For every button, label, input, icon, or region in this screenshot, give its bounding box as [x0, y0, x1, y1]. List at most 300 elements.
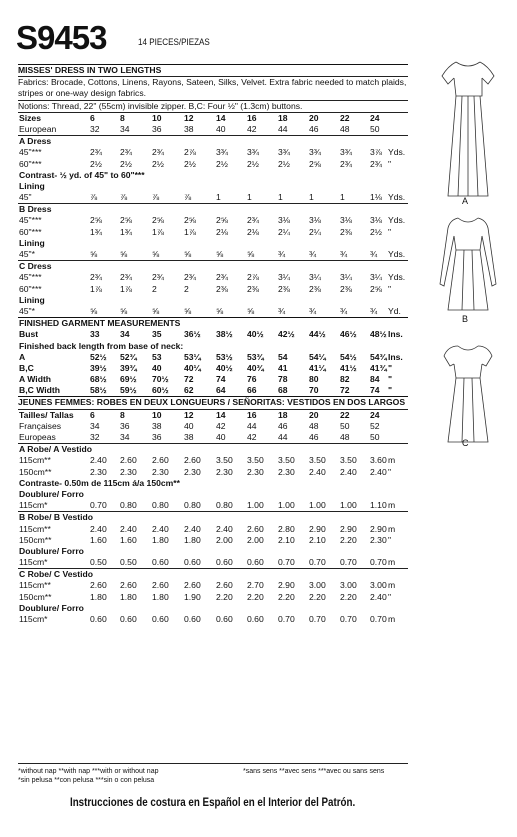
chart-row [18, 272, 408, 283]
size-value: 2¾ [216, 272, 228, 283]
size-value: 0.80 [184, 500, 201, 511]
size-value: 6 [90, 409, 95, 420]
size-value: ⅝ [152, 249, 160, 260]
size-value: ¾ [309, 249, 317, 260]
size-value: 0.60 [152, 614, 169, 625]
size-value: 2⅞ [184, 147, 196, 158]
size-value: 1 [216, 192, 221, 203]
size-value: 53¾ [247, 351, 264, 362]
size-value: 2.60 [152, 455, 169, 466]
row-label: 115cm** [19, 580, 51, 591]
size-value: 46 [278, 420, 288, 431]
size-value: 66 [247, 385, 257, 396]
unit-label: m [388, 455, 396, 466]
size-value: 2¾ [340, 158, 352, 169]
size-value: 0.70 [90, 500, 107, 511]
size-value: ⅝ [90, 305, 98, 316]
nap-legend [18, 763, 408, 787]
size-value: ¾ [278, 305, 286, 316]
size-value: 18 [278, 409, 288, 420]
unit-label: Yds. [388, 192, 406, 203]
size-value: 3¼ [278, 272, 290, 283]
size-value: 2.20 [340, 591, 357, 602]
fabrics-text [18, 77, 408, 100]
size-value: 1.10 [370, 500, 387, 511]
row-label: B,C [19, 362, 34, 373]
size-value: 38 [184, 123, 194, 134]
size-value: 2.40 [184, 523, 201, 534]
size-value: 48 [340, 432, 350, 443]
nap-legend-french: *sans sens **avec sens ***avec ou sans sens [243, 768, 385, 775]
size-value: 2⅛ [247, 226, 259, 237]
size-value: 2.60 [120, 580, 137, 591]
size-value: 2¾ [120, 147, 132, 158]
size-value: 20 [309, 112, 319, 123]
size-value: 2½ [216, 158, 228, 169]
size-value: 2.60 [184, 580, 201, 591]
size-value: 54¾ [370, 351, 387, 362]
spanish-instructions-note: Instrucciones de costura en Español en el Interior del Patrón. [70, 797, 356, 809]
size-value: 2¾ [247, 215, 259, 226]
size-value: 2⅜ [216, 283, 228, 294]
size-value: 2.00 [216, 534, 233, 545]
size-value: 74 [216, 374, 226, 385]
size-value: 36½ [184, 329, 201, 340]
chart-row [18, 317, 408, 329]
size-value: 74 [370, 385, 380, 396]
chart-row [18, 511, 408, 523]
size-value: 52 [370, 420, 380, 431]
chart-row [18, 603, 408, 614]
size-value: 36 [152, 432, 162, 443]
size-value: 2.60 [247, 523, 264, 534]
nap-legend-english: *without nap **with nap ***with or without nap [18, 768, 159, 775]
size-value: 2.20 [309, 591, 326, 602]
unit-label: Yd. [388, 305, 401, 316]
size-value: 42 [247, 432, 257, 443]
size-value: 34 [120, 329, 130, 340]
size-value: 2¾ [152, 272, 164, 283]
row-label: Bust [19, 329, 39, 340]
size-value: 3⅛ [278, 215, 290, 226]
size-value: 53¼ [184, 351, 201, 362]
size-value: 76 [247, 374, 257, 385]
size-value: 40¾ [247, 362, 264, 373]
size-value: 32 [90, 432, 100, 443]
size-value: 1 [340, 192, 345, 203]
size-value: 2.30 [90, 466, 107, 477]
size-value: 68½ [90, 374, 107, 385]
size-value: 54¼ [309, 351, 326, 362]
size-value: 24 [370, 112, 380, 123]
size-value: 8 [120, 112, 125, 123]
size-value: 2⅝ [90, 215, 102, 226]
size-value: 53½ [216, 351, 233, 362]
row-label: 45"* [19, 249, 35, 260]
row-label: B Robe/ B Vestido [19, 512, 94, 523]
unit-label: m [388, 523, 396, 534]
unit-label: " [388, 591, 392, 602]
size-value: 3.00 [309, 580, 326, 591]
chart-row [18, 295, 408, 306]
size-value: 2.30 [216, 466, 233, 477]
size-value: 2¾ [152, 147, 164, 158]
size-value: 2⅛ [216, 226, 228, 237]
row-label: 115cm* [19, 557, 48, 568]
size-value: 2.20 [340, 534, 357, 545]
unit-label: m [388, 614, 396, 625]
chart-row [18, 421, 408, 432]
size-value: 2.40 [90, 455, 107, 466]
row-label: Doublure/ Forro [19, 488, 84, 499]
size-value: 41 [278, 362, 288, 373]
size-value: 1.80 [152, 591, 169, 602]
unit-label: " [388, 534, 392, 545]
size-value: ⅞ [152, 192, 160, 203]
chart-row [18, 524, 408, 535]
size-value: 3.50 [216, 455, 233, 466]
size-value: 1.00 [247, 500, 264, 511]
size-value: 20 [309, 409, 319, 420]
size-value: 1.80 [184, 534, 201, 545]
size-value: 50 [370, 123, 380, 134]
size-value: 0.60 [120, 614, 137, 625]
size-value: 2½ [247, 158, 259, 169]
size-value: 3¾ [216, 147, 228, 158]
chart-row [18, 352, 408, 363]
row-label: 45"* [19, 305, 35, 316]
size-value: 1.80 [90, 591, 107, 602]
size-value: 2½ [120, 158, 132, 169]
unit-label: Yds. [388, 272, 406, 283]
chart-row [18, 535, 408, 546]
size-value: 2¼ [309, 226, 321, 237]
chart-row [18, 249, 408, 260]
size-value: 0.60 [216, 557, 233, 568]
chart-row [18, 341, 408, 352]
size-value: 3.50 [340, 455, 357, 466]
row-label: 115cm** [19, 455, 51, 466]
chart-row [18, 159, 408, 170]
row-label: Sizes [19, 112, 41, 123]
size-value: 0.70 [278, 557, 295, 568]
size-value: 2½ [152, 158, 164, 169]
unit-label: Ins. [388, 329, 403, 340]
size-value: 2⅝ [216, 215, 228, 226]
unit-label: " [388, 283, 392, 294]
row-label: 150cm** [19, 591, 52, 602]
size-value: 0.60 [216, 614, 233, 625]
dress-c-sketch [444, 346, 492, 442]
size-value: 1.90 [184, 591, 201, 602]
size-value: 2.10 [309, 534, 326, 545]
size-value: 1.80 [120, 591, 137, 602]
size-value: 1⅞ [152, 226, 164, 237]
size-value: 40 [216, 123, 226, 134]
row-label: Françaises [19, 420, 62, 431]
row-label: 60"*** [19, 283, 42, 294]
size-value: 2.20 [216, 591, 233, 602]
size-value: 2⅝ [309, 158, 321, 169]
size-value: 12 [184, 112, 194, 123]
size-value: 2⅜ [247, 283, 259, 294]
size-value: 1⅞ [90, 283, 102, 294]
size-value: 2.40 [370, 591, 387, 602]
size-value: 0.60 [247, 614, 264, 625]
size-value: 40¼ [184, 362, 201, 373]
size-value: 3.00 [370, 580, 387, 591]
size-value: 2.10 [278, 534, 295, 545]
chart-row [18, 135, 408, 147]
unit-label: " [388, 466, 392, 477]
size-value: 39¾ [120, 362, 137, 373]
row-label: Europeas [19, 432, 56, 443]
size-value: ¾ [340, 249, 348, 260]
row-label: 45"*** [19, 147, 42, 158]
chart-row [18, 489, 408, 500]
size-value: 1 [247, 192, 252, 203]
size-value: 48 [309, 420, 319, 431]
size-value: 3⅛ [340, 215, 352, 226]
size-value: 2.30 [120, 466, 137, 477]
size-value: 54 [278, 351, 288, 362]
dress-sketches [428, 56, 508, 456]
size-value: 2.60 [152, 580, 169, 591]
row-label: 45" [19, 192, 32, 203]
size-value: 42 [247, 123, 257, 134]
size-value: ⅝ [120, 249, 128, 260]
size-value: 2¾ [184, 272, 196, 283]
size-value: 82 [340, 374, 350, 385]
size-value: 2.20 [278, 591, 295, 602]
size-value: 72 [340, 385, 350, 396]
size-value: 2.90 [278, 580, 295, 591]
size-value: 2.30 [152, 466, 169, 477]
size-value: 2.70 [247, 580, 264, 591]
size-value: 34 [120, 432, 130, 443]
size-value: 44½ [309, 329, 326, 340]
chart-row [18, 478, 408, 489]
chart-row [18, 432, 408, 443]
size-value: 1.00 [278, 500, 295, 511]
size-value: 2.90 [340, 523, 357, 534]
unit-label: Ins. [388, 351, 403, 362]
size-value: 0.70 [370, 557, 387, 568]
size-value: 40 [216, 432, 226, 443]
chart-row [18, 227, 408, 238]
size-value: 42½ [278, 329, 295, 340]
row-label: Lining [19, 237, 45, 248]
size-value: 2.40 [90, 523, 107, 534]
dress-a-sketch [442, 62, 494, 196]
size-value: 2½ [278, 158, 290, 169]
size-value: 2.60 [120, 455, 137, 466]
chart-row [18, 467, 408, 478]
row-label: C Robe/ C Vestido [19, 569, 94, 580]
row-label: 115cm* [19, 614, 48, 625]
size-value: 3⅞ [370, 147, 382, 158]
row-label: 150cm** [19, 466, 52, 477]
size-value: 0.70 [278, 614, 295, 625]
chart-row [18, 215, 408, 226]
chart-row [18, 113, 408, 124]
size-value: 22 [340, 112, 350, 123]
size-value: 2⅜ [340, 283, 352, 294]
piece-count: 14 PIECES/PIEZAS [138, 37, 210, 48]
size-value: 59½ [120, 385, 137, 396]
size-value: 2.90 [370, 523, 387, 534]
size-value: 44 [278, 432, 288, 443]
size-value: 0.80 [216, 500, 233, 511]
size-value: 40½ [247, 329, 264, 340]
notions-text: Notions: Thread, 22" (55cm) invisible zipper. B,C: Four ½" (1.3cm) buttons. [18, 101, 408, 113]
size-value: 1⅛ [370, 192, 382, 203]
size-value: 48½ [370, 329, 387, 340]
unit-label: " [388, 158, 392, 169]
size-value: ¾ [370, 249, 378, 260]
size-value: 0.60 [184, 557, 201, 568]
size-value: 2⅜ [278, 283, 290, 294]
unit-label: " [388, 374, 393, 385]
size-value: 60½ [152, 385, 169, 396]
size-value: 2½ [184, 158, 196, 169]
size-value: 39½ [90, 362, 107, 373]
footer [18, 763, 408, 787]
size-value: 46½ [340, 329, 357, 340]
size-value: 14 [216, 409, 226, 420]
size-value: 41¼ [309, 362, 326, 373]
size-value: 0.70 [309, 557, 326, 568]
chart-row [18, 147, 408, 158]
size-value: 2⅜ [309, 283, 321, 294]
size-value: 44 [278, 123, 288, 134]
row-label: B Dress [19, 204, 52, 215]
size-value: ⅝ [247, 305, 255, 316]
size-value: 50 [370, 432, 380, 443]
unit-label: Yds. [388, 249, 406, 260]
row-label: 115cm* [19, 500, 48, 511]
chart-row [18, 238, 408, 249]
size-value: 2.00 [247, 534, 264, 545]
size-value: 1 [309, 192, 314, 203]
size-value: 68 [278, 385, 288, 396]
chart-row [18, 306, 408, 317]
size-value: ⅝ [216, 305, 224, 316]
size-value: 2.30 [184, 466, 201, 477]
size-value: 0.50 [90, 557, 107, 568]
size-value: 3¼ [309, 272, 321, 283]
size-value: 3¾ [278, 147, 290, 158]
size-value: 10 [152, 409, 162, 420]
nap-legend-spanish: *sin pelusa **con pelusa ***sin o con pelusa [18, 777, 155, 784]
size-value: 3⅛ [309, 215, 321, 226]
size-value: 80 [309, 374, 319, 385]
chart-row [18, 363, 408, 374]
unit-label: Yds. [388, 215, 406, 226]
size-value: 0.70 [309, 614, 326, 625]
size-value: 54½ [340, 351, 357, 362]
row-label: 45"*** [19, 215, 42, 226]
size-value: 16 [247, 112, 257, 123]
row-label: 60"*** [19, 226, 42, 237]
garment-illustrations [428, 56, 508, 456]
size-value: 2⅝ [184, 215, 196, 226]
pattern-header [16, 18, 416, 58]
chart-row [18, 260, 408, 272]
size-value: 0.60 [90, 614, 107, 625]
size-value: 0.50 [120, 557, 137, 568]
size-value: 2.20 [247, 591, 264, 602]
unit-label: m [388, 500, 396, 511]
chart-row [18, 192, 408, 203]
size-value: 1.00 [340, 500, 357, 511]
row-label: Doublure/ Forro [19, 602, 84, 613]
size-value: 3.50 [278, 455, 295, 466]
size-value: 69½ [120, 374, 137, 385]
size-value: ⅞ [90, 192, 98, 203]
chart-row [18, 443, 408, 455]
row-label: A Width [19, 374, 52, 385]
size-value: 52½ [90, 351, 107, 362]
size-value: 1¾ [90, 226, 102, 237]
size-value: 3¼ [340, 272, 352, 283]
size-value: 3¾ [309, 147, 321, 158]
size-value: 2.40 [370, 466, 387, 477]
size-value: 2.40 [309, 466, 326, 477]
size-value: 34 [120, 123, 130, 134]
size-value: 2¾ [90, 147, 102, 158]
size-value: 0.80 [120, 500, 137, 511]
size-value: 6 [90, 112, 95, 123]
size-value: ⅝ [184, 249, 192, 260]
size-value: 38 [184, 432, 194, 443]
size-value: 35 [152, 329, 162, 340]
size-value: 50 [340, 420, 350, 431]
size-value: 2¼ [278, 226, 290, 237]
size-value: 46 [309, 432, 319, 443]
size-value: 41¾ [370, 362, 387, 373]
size-value: 0.70 [340, 557, 357, 568]
size-value: 8 [120, 409, 125, 420]
size-value: ¾ [370, 305, 378, 316]
size-value: 2.40 [340, 466, 357, 477]
french-title: JEUNES FEMMES: ROBES EN DEUX LONGUEURS / SEÑORITAS: VESTIDOS EN DOS LARGOS [18, 396, 408, 409]
figure-label-a: A [462, 196, 469, 206]
size-value: 72 [184, 374, 194, 385]
size-value: ⅝ [247, 249, 255, 260]
row-label: Doublure/ Forro [19, 545, 84, 556]
size-value: 2¾ [90, 272, 102, 283]
size-value: 1⅞ [184, 226, 196, 237]
size-value: 2.30 [370, 534, 387, 545]
size-value: 52¾ [120, 351, 137, 362]
size-value: 0.80 [152, 500, 169, 511]
size-value: 40½ [216, 362, 233, 373]
unit-label: m [388, 580, 396, 591]
size-value: 64 [216, 385, 226, 396]
size-value: 0.60 [152, 557, 169, 568]
size-value: 3.60 [370, 455, 387, 466]
size-value: 2.90 [309, 523, 326, 534]
size-value: ⅝ [184, 305, 192, 316]
size-value: 0.60 [247, 557, 264, 568]
size-value: 2¾ [120, 272, 132, 283]
row-label: C Dress [19, 261, 52, 272]
chart-row [18, 329, 408, 340]
size-value: 2⅜ [340, 226, 352, 237]
size-value: 3.50 [247, 455, 264, 466]
row-label: 60"*** [19, 158, 42, 169]
